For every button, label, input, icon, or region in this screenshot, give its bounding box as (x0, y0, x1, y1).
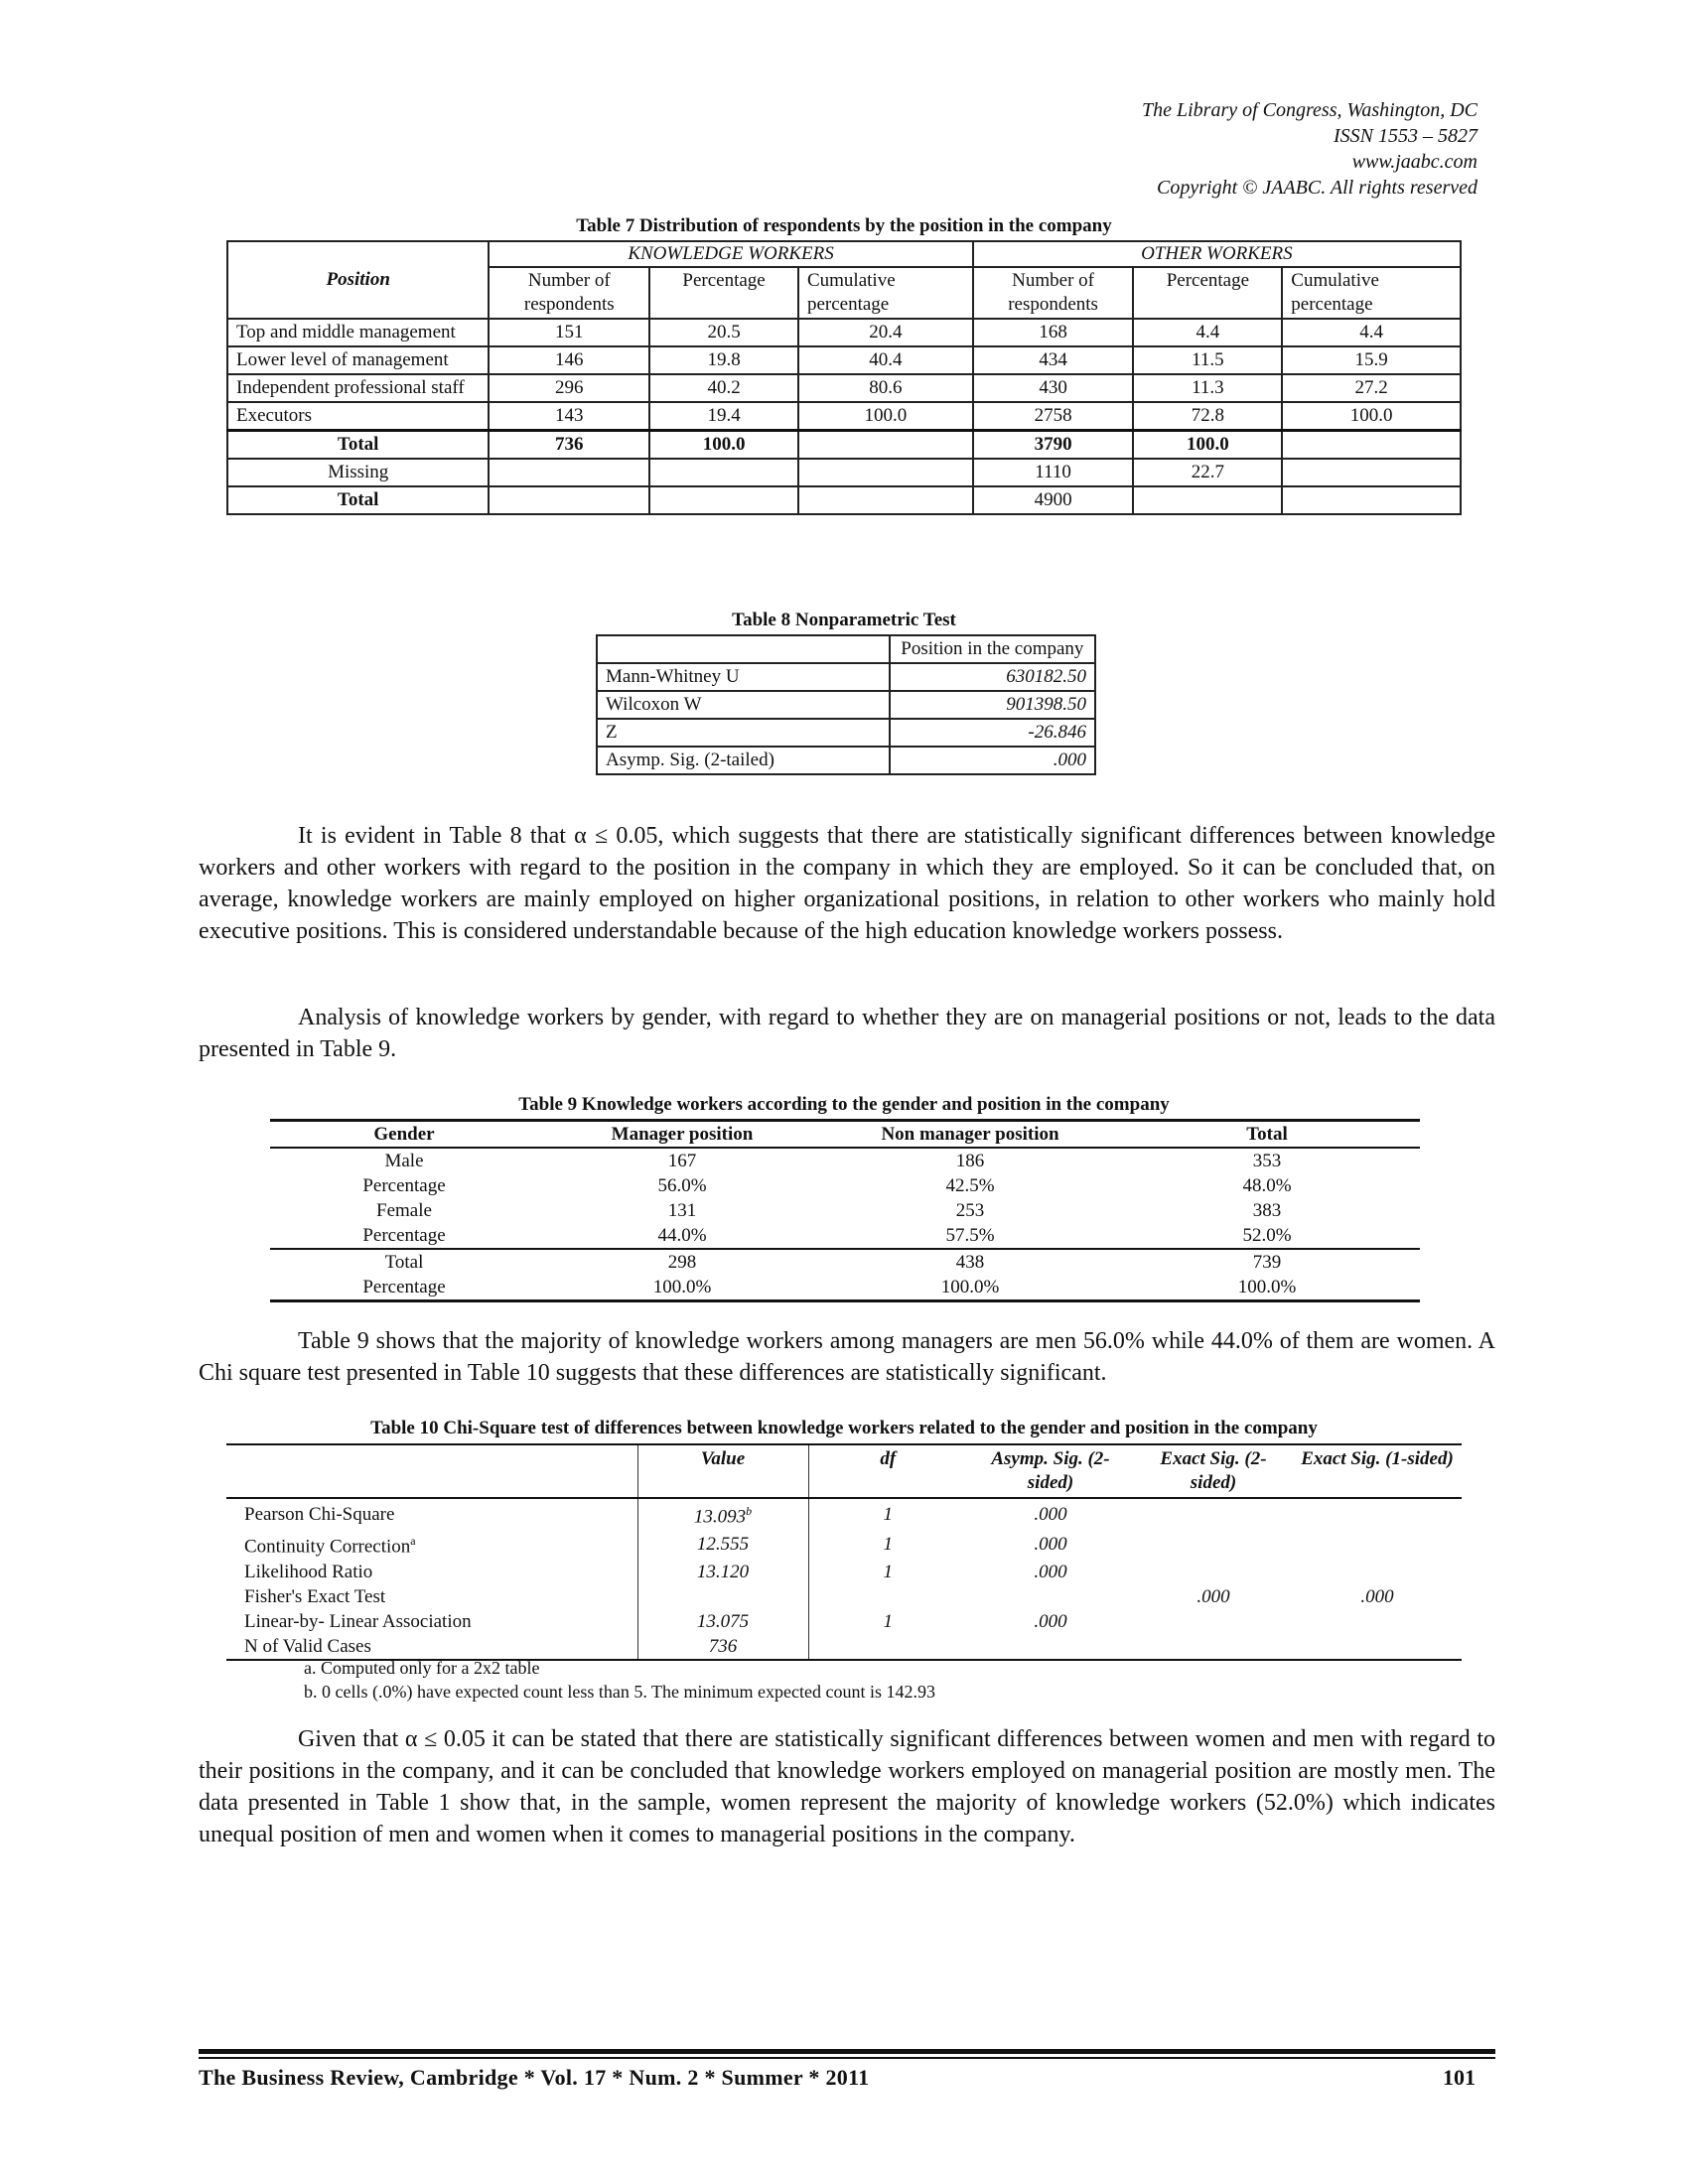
cell (649, 486, 798, 514)
cell (489, 459, 649, 486)
footer-rule-thick (199, 2049, 1495, 2054)
row-label: Executors (227, 402, 489, 431)
cell (798, 486, 973, 514)
body-paragraph (199, 820, 1495, 947)
cell (798, 431, 973, 460)
cell (1134, 1560, 1293, 1584)
cell: 131 (667, 1200, 697, 1221)
table10-note-b: b. 0 cells (.0%) have expected count less than 5. The minimum expected count is 142.93 (304, 1682, 936, 1702)
cell: 4.4 (1282, 319, 1461, 346)
cell: 167 (667, 1151, 697, 1171)
header-line-website: www.jaabc.com (1351, 151, 1477, 173)
cell: Total (270, 1249, 538, 1275)
table8 (596, 634, 1096, 775)
col-header: Exact Sig. (1-sided) (1293, 1444, 1462, 1498)
table-row (270, 1275, 1420, 1301)
header-line-issn: ISSN 1553 – 5827 (1334, 125, 1477, 147)
cell: 40.2 (649, 374, 798, 402)
cell (1282, 459, 1461, 486)
col-header: Exact Sig. (2-sided) (1134, 1444, 1293, 1498)
cell (649, 459, 798, 486)
col-header: Total (1114, 1121, 1420, 1149)
row-label: Total (227, 431, 489, 460)
col-header: Number of respondents (973, 267, 1134, 319)
cell: Male (384, 1151, 424, 1171)
table-row (226, 1584, 1462, 1609)
cell (489, 486, 649, 514)
table-row (226, 1609, 1462, 1634)
cell (1282, 486, 1461, 514)
cell: 22.7 (1133, 459, 1282, 486)
cell: 40.4 (798, 346, 973, 374)
table8-caption: Table 8 Nonparametric Test (732, 610, 956, 630)
paragraph-text: Table 9 shows that the majority of knowledge workers among managers are men 56.0% while 44.0% of them are women. A Chi square test presented in Table 10 suggests that these differences are statistically significant. (199, 1328, 1495, 1386)
cell (1293, 1609, 1462, 1634)
cell (1134, 1498, 1293, 1529)
table-row (597, 719, 1095, 747)
row-label-text: Continuity Correction (244, 1536, 411, 1558)
footnote-mark: b (746, 1504, 753, 1518)
table10 (226, 1443, 1462, 1661)
table10-note-a: a. Computed only for a 2x2 table (304, 1658, 540, 1678)
table-row (226, 1634, 1462, 1660)
cell: Percentage (362, 1175, 446, 1196)
col-header: Number of respondents (489, 267, 649, 319)
cell: 12.555 (637, 1529, 808, 1559)
cell: 1110 (973, 459, 1134, 486)
col-header: Asymp. Sig. (2-sided) (967, 1444, 1134, 1498)
table9-caption: Table 9 Knowledge workers according to the gender and position in the company (518, 1094, 1170, 1115)
cell: 146 (489, 346, 649, 374)
position-header: Position (227, 241, 489, 319)
cell (1293, 1560, 1462, 1584)
cell: 56.0% (657, 1175, 707, 1196)
table-row (227, 431, 1461, 460)
cell: .000 (1034, 1533, 1067, 1555)
col-header: df (808, 1444, 967, 1498)
cell: 736 (489, 431, 649, 460)
cell: 434 (973, 346, 1134, 374)
knowledge-workers-header: KNOWLEDGE WORKERS (489, 241, 972, 267)
cell: 901398.50 (890, 691, 1095, 719)
other-workers-header: OTHER WORKERS (973, 241, 1461, 267)
cell: 13.075 (637, 1609, 808, 1634)
col-header: Gender (270, 1121, 538, 1149)
row-label: N of Valid Cases (226, 1634, 637, 1660)
cell: 3790 (973, 431, 1134, 460)
table-row (227, 486, 1461, 514)
cell: 296 (489, 374, 649, 402)
cell: 100.0% (538, 1275, 826, 1301)
column-header: Position in the company (890, 635, 1095, 663)
table-row (270, 1249, 1420, 1275)
paragraph-text: Given that α ≤ 0.05 it can be stated that there are statistically significant differences between women and men with regard to their positions in the company, and it can be concluded that knowledge workers employed on managerial position are mostly men. The data presented in Table 1 show that, in the sample, women represent the majority of knowledge workers (52.0%) which indicates unequal position of men and women when it comes to managerial positions in the company. (199, 1726, 1495, 1847)
cell (1282, 431, 1461, 460)
journal-header (1142, 97, 1477, 201)
cell: 4900 (973, 486, 1134, 514)
row-label: Likelihood Ratio (244, 1561, 373, 1582)
table-row (227, 374, 1461, 402)
cell (1293, 1529, 1462, 1559)
table10-caption: Table 10 Chi-Square test of differences between knowledge workers related to the gender and position in the company (370, 1418, 1318, 1438)
cell: 2758 (973, 402, 1134, 431)
cell: 42.5% (945, 1175, 995, 1196)
row-label: Missing (227, 459, 489, 486)
cell: 80.6 (798, 374, 973, 402)
table-row (227, 319, 1461, 346)
row-label: Mann-Whitney U (597, 663, 890, 691)
col-header: Percentage (1133, 267, 1282, 319)
cell: 353 (1252, 1151, 1282, 1171)
table-row (227, 459, 1461, 486)
cell: 100.0 (649, 431, 798, 460)
cell: 11.5 (1133, 346, 1282, 374)
cell: 383 (1252, 1200, 1282, 1221)
cell (967, 1634, 1134, 1660)
cell: 100.0 (1282, 402, 1461, 431)
cell: 1 (883, 1533, 893, 1555)
cell: Percentage (270, 1275, 538, 1301)
cell: .000 (1034, 1610, 1067, 1632)
table-row (227, 402, 1461, 431)
cell (798, 459, 973, 486)
cell: 151 (489, 319, 649, 346)
table-row (597, 747, 1095, 774)
cell (967, 1584, 1134, 1609)
cell: 19.8 (649, 346, 798, 374)
cell (637, 1584, 808, 1609)
table-row (597, 691, 1095, 719)
cell: -26.846 (890, 719, 1095, 747)
footnote-mark: a (410, 1534, 416, 1549)
cell (808, 1634, 967, 1660)
empty-header-cell (597, 635, 890, 663)
cell: 736 (637, 1634, 808, 1660)
cell: 4.4 (1133, 319, 1282, 346)
cell: 15.9 (1282, 346, 1461, 374)
body-paragraph (199, 1723, 1495, 1850)
table7 (226, 240, 1462, 515)
table-row (270, 1223, 1420, 1249)
cell: 186 (955, 1151, 985, 1171)
cell: 100.0 (1133, 431, 1282, 460)
footer-rule-thin (199, 2057, 1495, 2059)
cell: Percentage (362, 1225, 446, 1246)
table-row (226, 1560, 1462, 1584)
col-header: Cumulative percentage (798, 267, 973, 319)
header-line-copyright: Copyright © JAABC. All rights reserved (1157, 177, 1477, 199)
page-number: 101 (1443, 2065, 1476, 2090)
journal-footer: The Business Review, Cambridge * Vol. 17 * Num. 2 * Summer * 2011 (199, 2065, 870, 2090)
table-row (226, 1529, 1462, 1559)
cell: 1 (883, 1561, 893, 1582)
cell: 48.0% (1242, 1175, 1292, 1196)
value-text: 13.093 (693, 1506, 747, 1528)
col-header: Non manager position (826, 1121, 1114, 1149)
cell: 19.4 (649, 402, 798, 431)
table-row (270, 1148, 1420, 1173)
cell: 630182.50 (890, 663, 1095, 691)
cell: 168 (973, 319, 1134, 346)
table9 (270, 1119, 1420, 1302)
row-label: Wilcoxon W (597, 691, 890, 719)
cell: 438 (826, 1249, 1114, 1275)
cell (1293, 1498, 1462, 1529)
row-label (226, 1498, 637, 1529)
cell: 430 (973, 374, 1134, 402)
cell: Female (376, 1200, 432, 1221)
cell: .000 (1360, 1585, 1394, 1607)
cell: 57.5% (945, 1225, 995, 1246)
cell (1134, 1529, 1293, 1559)
row-label: Top and middle management (227, 319, 489, 346)
cell (637, 1498, 808, 1529)
body-paragraph (199, 1325, 1495, 1389)
cell: 100.0% (826, 1275, 1114, 1301)
row-label: Fisher's Exact Test (244, 1585, 386, 1607)
table-row (270, 1198, 1420, 1223)
table7-caption: Table 7 Distribution of respondents by the position in the company (576, 215, 1112, 236)
cell (1293, 1634, 1462, 1660)
cell: 72.8 (1133, 402, 1282, 431)
cell: 13.120 (637, 1560, 808, 1584)
table-row (270, 1173, 1420, 1198)
cell: 253 (955, 1200, 985, 1221)
table-row (597, 663, 1095, 691)
cell: 44.0% (657, 1225, 707, 1246)
paragraph-text: It is evident in Table 8 that α ≤ 0.05, which suggests that there are statistically significant differences between knowledge workers and other workers with regard to the position in the company in which they are employed. So it can be concluded that, on average, knowledge workers are mainly employed on higher organizational positions, in relation to other workers who mainly hold executive positions. This is considered understandable because of the high education knowledge workers possess. (199, 823, 1495, 944)
table-row (227, 346, 1461, 374)
row-label: Z (597, 719, 890, 747)
col-header: Value (637, 1444, 808, 1498)
cell (1134, 1609, 1293, 1634)
cell: 298 (538, 1249, 826, 1275)
paragraph-text: Analysis of knowledge workers by gender, with regard to whether they are on managerial positions or not, leads to the data presented in Table 9. (199, 1005, 1495, 1062)
cell: 20.4 (798, 319, 973, 346)
cell: 739 (1114, 1249, 1420, 1275)
cell (808, 1584, 967, 1609)
cell: 100.0% (1114, 1275, 1420, 1301)
body-paragraph (199, 1002, 1495, 1065)
cell: 11.3 (1133, 374, 1282, 402)
col-header: Percentage (649, 267, 798, 319)
cell (1133, 486, 1282, 514)
cell: .000 (1034, 1561, 1067, 1582)
cell: 52.0% (1242, 1225, 1292, 1246)
cell: 1 (883, 1503, 893, 1525)
cell: 1 (883, 1610, 893, 1632)
cell: .000 (1034, 1503, 1067, 1525)
cell: .000 (1196, 1585, 1230, 1607)
row-label-text: Pearson Chi-Square (244, 1503, 395, 1525)
row-label: Asymp. Sig. (2-tailed) (597, 747, 890, 774)
cell: 27.2 (1282, 374, 1461, 402)
row-label: Independent professional staff (227, 374, 489, 402)
col-header: Cumulative percentage (1282, 267, 1461, 319)
row-label: Lower level of management (227, 346, 489, 374)
header-line-library: The Library of Congress, Washington, DC (1141, 99, 1477, 121)
row-label (226, 1529, 637, 1559)
row-label: Total (227, 486, 489, 514)
cell: 143 (489, 402, 649, 431)
row-label: Linear-by- Linear Association (244, 1610, 472, 1632)
cell (1134, 1634, 1293, 1660)
table-row (226, 1498, 1462, 1529)
col-header: Manager position (538, 1121, 826, 1149)
col-header (226, 1444, 637, 1498)
cell: 20.5 (649, 319, 798, 346)
cell: 100.0 (798, 402, 973, 431)
cell: .000 (890, 747, 1095, 774)
